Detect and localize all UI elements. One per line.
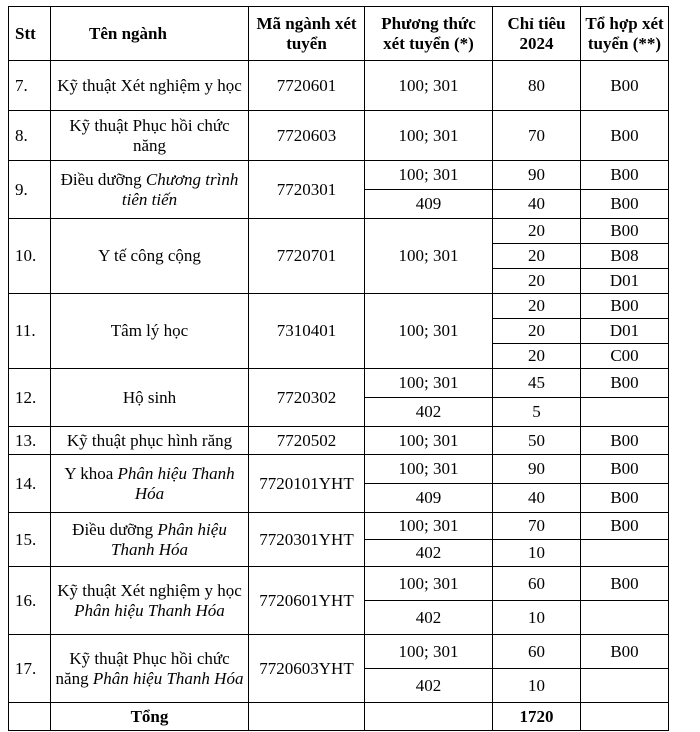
table-row [9, 635, 669, 669]
row-name-text: Kỹ thuật Phục hồi chức năng [55, 648, 230, 688]
row-stt: 13. [9, 427, 51, 455]
row-stt: 7. [9, 61, 51, 111]
row-name-text: Kỹ thuật phục hình răng [66, 430, 233, 450]
row-quota: 60 [493, 567, 581, 601]
row-method: 402 [365, 540, 493, 567]
row-code: 7720603YHT [249, 635, 365, 703]
header-name: Tên ngành [51, 7, 249, 61]
row-code: 7720301 [249, 161, 365, 219]
row-name [51, 294, 249, 369]
row-code: 7720301YHT [249, 513, 365, 567]
row-method: 100; 301 [365, 567, 493, 601]
row-combo: B08 [581, 244, 669, 269]
row-stt: 17. [9, 635, 51, 703]
row-name [51, 369, 249, 427]
row-combo [581, 669, 669, 703]
row-combo: B00 [581, 567, 669, 601]
row-stt: 16. [9, 567, 51, 635]
row-code: 7720502 [249, 427, 365, 455]
total-label: Tổng [51, 703, 249, 731]
row-quota: 10 [493, 601, 581, 635]
row-code: 7720601 [249, 61, 365, 111]
row-combo: B00 [581, 219, 669, 244]
row-quota: 90 [493, 455, 581, 484]
row-method: 100; 301 [365, 369, 493, 398]
table-row [9, 455, 669, 484]
row-method: 100; 301 [365, 111, 493, 161]
row-code: 7720603 [249, 111, 365, 161]
row-code: 7720701 [249, 219, 365, 294]
row-method: 100; 301 [365, 513, 493, 540]
row-quota: 80 [493, 61, 581, 111]
header-method: Phương thức xét tuyển (*) [365, 7, 493, 61]
row-combo: B00 [581, 635, 669, 669]
row-combo: B00 [581, 484, 669, 513]
row-quota: 50 [493, 427, 581, 455]
row-code: 7720302 [249, 369, 365, 427]
row-method: 100; 301 [365, 455, 493, 484]
row-method: 100; 301 [365, 635, 493, 669]
row-combo [581, 398, 669, 427]
row-combo [581, 540, 669, 567]
row-stt: 14. [9, 455, 51, 513]
header-quota: Chỉ tiêu 2024 [493, 7, 581, 61]
row-name-text: Kỹ thuật Xét nghiệm y học [57, 580, 242, 600]
total-quota: 1720 [493, 703, 581, 731]
row-quota: 10 [493, 540, 581, 567]
table-row [9, 294, 669, 319]
row-quota: 20 [493, 294, 581, 319]
row-combo: B00 [581, 161, 669, 190]
row-name [51, 513, 249, 567]
row-quota: 10 [493, 669, 581, 703]
admission-table [8, 6, 669, 731]
row-quota: 20 [493, 319, 581, 344]
row-name-text: Kỹ thuật Phục hồi chức năng [69, 115, 230, 155]
total-method [365, 703, 493, 731]
row-code: 7310401 [249, 294, 365, 369]
row-combo [581, 601, 669, 635]
row-name-italic: Phân hiệu Thanh Hóa [92, 668, 244, 688]
row-quota: 60 [493, 635, 581, 669]
row-quota: 20 [493, 244, 581, 269]
row-name [51, 161, 249, 219]
table-row [9, 61, 669, 111]
row-method: 409 [365, 190, 493, 219]
row-method: 409 [365, 484, 493, 513]
row-name-text: Điều dưỡng [60, 169, 142, 189]
row-method: 100; 301 [365, 219, 493, 294]
row-method: 100; 301 [365, 427, 493, 455]
row-code: 7720101YHT [249, 455, 365, 513]
row-name-text: Hộ sinh [122, 387, 177, 407]
row-name [51, 455, 249, 513]
row-quota: 20 [493, 269, 581, 294]
row-stt: 10. [9, 219, 51, 294]
row-combo: D01 [581, 269, 669, 294]
table-row [9, 369, 669, 398]
row-name-italic: Phân hiệu Thanh Hóa [74, 600, 225, 620]
row-combo: B00 [581, 369, 669, 398]
row-stt: 11. [9, 294, 51, 369]
row-name-italic: Chương trình tiên tiến [121, 169, 239, 209]
header-combo: Tổ hợp xét tuyển (**) [581, 7, 669, 61]
row-combo: B00 [581, 513, 669, 540]
row-quota: 20 [493, 344, 581, 369]
table-row [9, 219, 669, 244]
row-name [51, 427, 249, 455]
row-quota: 40 [493, 190, 581, 219]
row-method: 402 [365, 398, 493, 427]
table-row [9, 111, 669, 161]
row-name [51, 111, 249, 161]
row-combo: B00 [581, 294, 669, 319]
row-quota: 70 [493, 111, 581, 161]
row-stt: 8. [9, 111, 51, 161]
row-stt: 15. [9, 513, 51, 567]
row-method: 402 [365, 601, 493, 635]
row-quota: 70 [493, 513, 581, 540]
row-name-text: Kỹ thuật Xét nghiệm y học [57, 75, 242, 95]
row-name-text: Điều dưỡng [72, 519, 154, 539]
total-stt [9, 703, 51, 731]
row-combo: B00 [581, 455, 669, 484]
row-quota: 20 [493, 219, 581, 244]
total-code [249, 703, 365, 731]
row-name-text: Tâm lý học [110, 321, 189, 340]
header-stt: Stt [9, 7, 51, 61]
row-method: 100; 301 [365, 294, 493, 369]
total-combo [581, 703, 669, 731]
row-name [51, 61, 249, 111]
row-combo: B00 [581, 427, 669, 455]
table-row [9, 161, 669, 190]
row-method: 402 [365, 669, 493, 703]
row-name-text: Y khoa [64, 463, 114, 483]
row-combo: B00 [581, 111, 669, 161]
row-method: 100; 301 [365, 61, 493, 111]
header-code: Mã ngành xét tuyển [249, 7, 365, 61]
row-combo: C00 [581, 344, 669, 369]
row-stt: 9. [9, 161, 51, 219]
row-quota: 40 [493, 484, 581, 513]
row-stt: 12. [9, 369, 51, 427]
table-row [9, 567, 669, 601]
row-name [51, 567, 249, 635]
table-row [9, 427, 669, 455]
table-row [9, 513, 669, 540]
row-quota: 45 [493, 369, 581, 398]
row-name [51, 219, 249, 294]
row-name-italic: Phân hiệu Thanh Hóa [117, 463, 235, 503]
row-combo: B00 [581, 61, 669, 111]
row-combo: B00 [581, 190, 669, 219]
row-name-text: Y tế công cộng [98, 246, 201, 265]
row-quota: 5 [493, 398, 581, 427]
row-name-italic: Phân hiệu Thanh Hóa [111, 519, 227, 559]
row-code: 7720601YHT [249, 567, 365, 635]
row-method: 100; 301 [365, 161, 493, 190]
row-combo: D01 [581, 319, 669, 344]
row-name [51, 635, 249, 703]
row-quota: 90 [493, 161, 581, 190]
